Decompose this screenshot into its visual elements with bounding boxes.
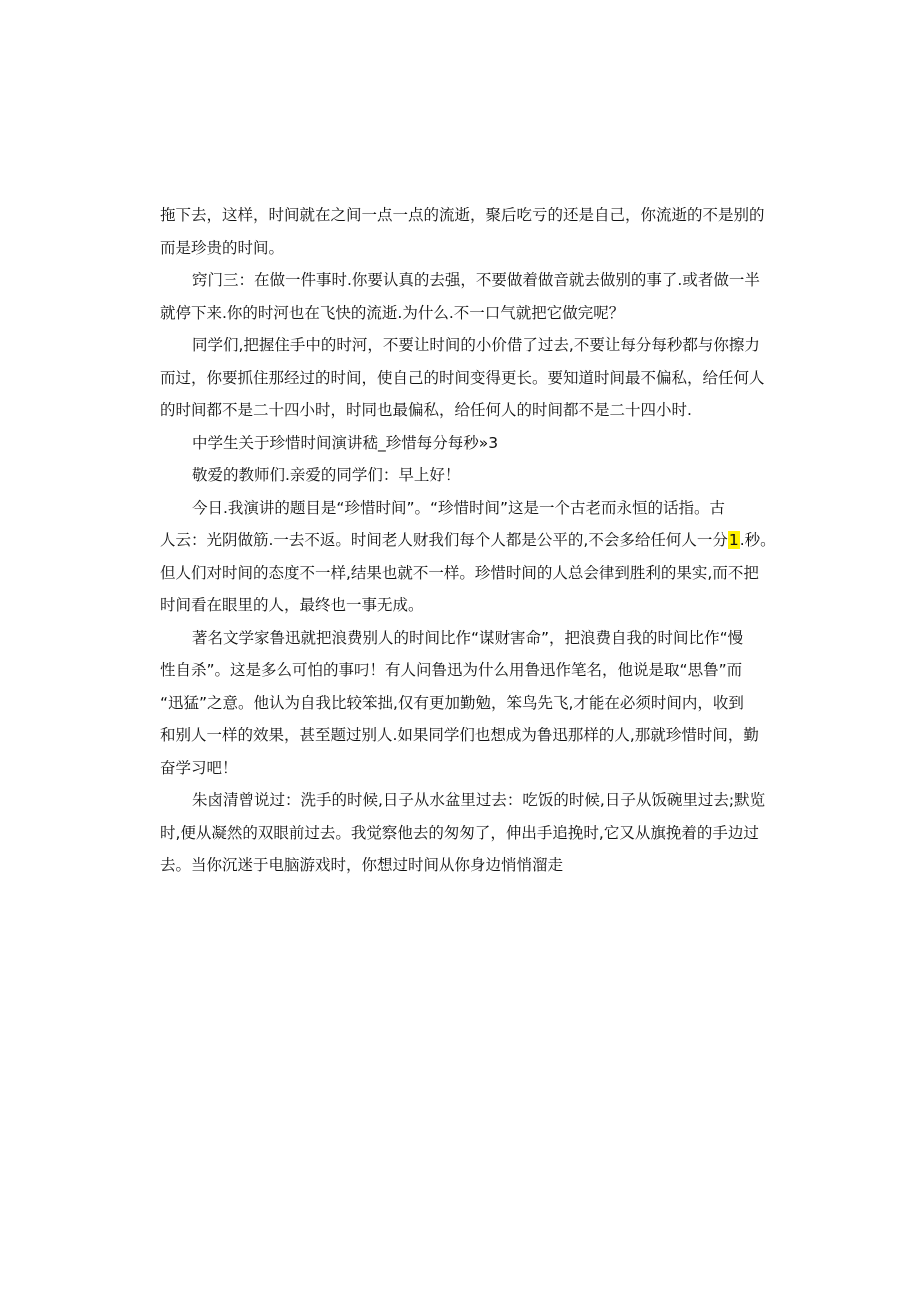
paragraph-line: 今日.我演讲的题目是“珍惜时间”。“珍惜时间”这是一个古老而永恒的话指。古	[192, 498, 726, 517]
paragraph-line: 朱卤清曾说过：洗手的时候,日子从水盆里过去：吃饭的时候,日子从饭碗里过去;默览	[192, 791, 766, 809]
text-line: 而是珍贵的时间。	[160, 238, 285, 257]
paragraph-line: 同学们,把握住手中的时河，不要让时间的小价借了过去,不要让每分每秒都与你擦力	[192, 336, 760, 354]
text-segment: 人云：光阴做筋.一去不返。时间老人财我们每个人都是公平的,不会多给任何人一分	[160, 531, 728, 549]
text-line-highlighted	[160, 524, 775, 557]
greeting-line: 敬爱的教师们.亲爱的同学们：早上好！	[192, 466, 461, 484]
text-line: 时间看在眼里的人，最终也一事无成。	[160, 596, 424, 614]
text-line: 去。当你沉迷于电脑游戏时，你想过时间从你身边悄悄溜走	[160, 856, 564, 874]
text-segment: .秒。	[739, 531, 776, 549]
paragraph-line: 窍门三：在做一件事时.你要认真的去强，不要做着做音就去做别的事了.或者做一半	[192, 271, 760, 289]
section-heading: 中学生关于珍惜时间演讲嵇_珍惜每分每秒»3	[192, 433, 499, 452]
document-body	[160, 199, 775, 882]
paragraph-line: 著名文学家鲁迅就把浪费别人的时间比作“谋财害命”，把浪费自我的时间比作“慢	[192, 628, 744, 647]
text-line: 奋学习吧！	[160, 758, 238, 777]
text-line: 而过，你要抓住那经过的时间，使自己的时间变得更长。要知道时间最不偏私，给任何人	[160, 368, 765, 387]
highlighted-text: 1	[728, 531, 739, 549]
text-line: 性自杀”。这是多么可怕的事叼！有人问鲁迅为什么用鲁迅作笔名，他说是取“思鲁”而	[160, 661, 743, 679]
text-line: 和别人一样的效果，甚至题过别人.如果同学们也想成为鲁迅那样的人,那就珍惜时间，勤	[160, 726, 759, 744]
text-line: 就停下来.你的时河也在飞快的流逝.为什么.不一口气就把它做完呢？	[160, 303, 625, 322]
text-line: “迅猛”之意。他认为自我比较笨拙,仅有更加勤勉，笨鸟先飞,才能在必须时间内，收到	[160, 693, 744, 712]
text-line: 但人们对时间的态度不一样,结果也就不一样。珍惜时间的人总会律到胜利的果实,而不把	[160, 563, 759, 582]
text-line: 时,便从凝然的双眼前过去。我觉察他去的匆匆了，伸出手追挽时,它又从旗挽着的手边过	[160, 823, 759, 842]
text-line: 的时间都不是二十四小时，时同也最偏私，给任何人的时间都不是二十四小时.	[160, 401, 692, 419]
text-line: 拖下去，这样，时间就在之间一点一点的流逝，聚后吃亏的还是自己，你流逝的不是别的	[160, 206, 765, 224]
